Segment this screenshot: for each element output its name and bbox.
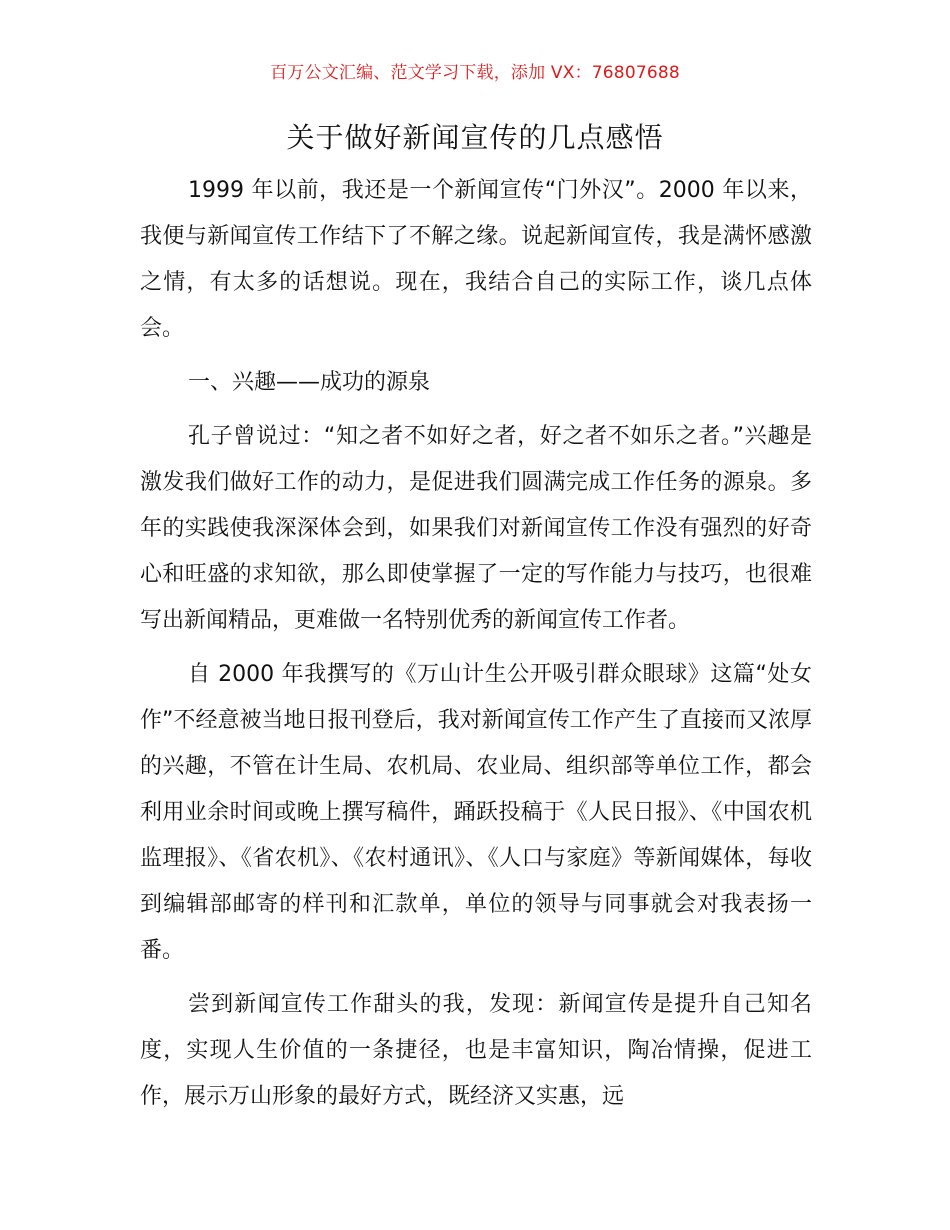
paragraph: 自 2000 年我撰写的《万山计生公开吸引群众眼球》这篇“处女作”不经意被当地日报刊登后，我对新闻宣传工作产生了直接而又浓厚的兴趣，不管在计生局、农机局、农业局、组织部等单位工作，都会利用业余时间或晚上撰写稿件，踊跃投稿于《人民日报》、《中国农机监理报》、《省农机》、《农村通讯》、《人口与家庭》等新闻媒体，每收到编辑部邮寄的样刊和汇款单，单位的领导与同事就会对我表扬一番。 xyxy=(140,662,812,963)
watermark-header: 百万公文汇编、范文学习下载，添加 VX：76807688 xyxy=(270,63,680,83)
document-body xyxy=(140,168,812,1128)
paragraph: 尝到新闻宣传工作甜头的我，发现：新闻宣传是提升自己知名度，实现人生价值的一条捷径，也是丰富知识，陶冶情操，促进工作，展示万山形象的最好方式，既经济又实惠，远 xyxy=(140,992,812,1109)
paragraph-intro: 1999 年以前，我还是一个新闻宣传“门外汉”。2000 年以来，我便与新闻宣传工作结下了不解之缘。说起新闻宣传，我是满怀感激之情，有太多的话想说。现在，我结合自己的实际工作，谈几点体会。 xyxy=(140,178,812,341)
document-title: 关于做好新闻宣传的几点感悟 xyxy=(286,121,664,154)
section-heading: 一、兴趣——成功的源泉 xyxy=(188,370,431,395)
paragraph: 孔子曾说过：“知之者不如好之者，好之者不如乐之者。”兴趣是激发我们做好工作的动力，是促进我们圆满完成工作任务的源泉。多年的实践使我深深体会到，如果我们对新闻宣传工作没有强烈的好奇心和旺盛的求知欲，那么即使掌握了一定的写作能力与技巧，也很难写出新闻精品，更难做一名特别优秀的新闻宣传工作者。 xyxy=(140,424,812,633)
